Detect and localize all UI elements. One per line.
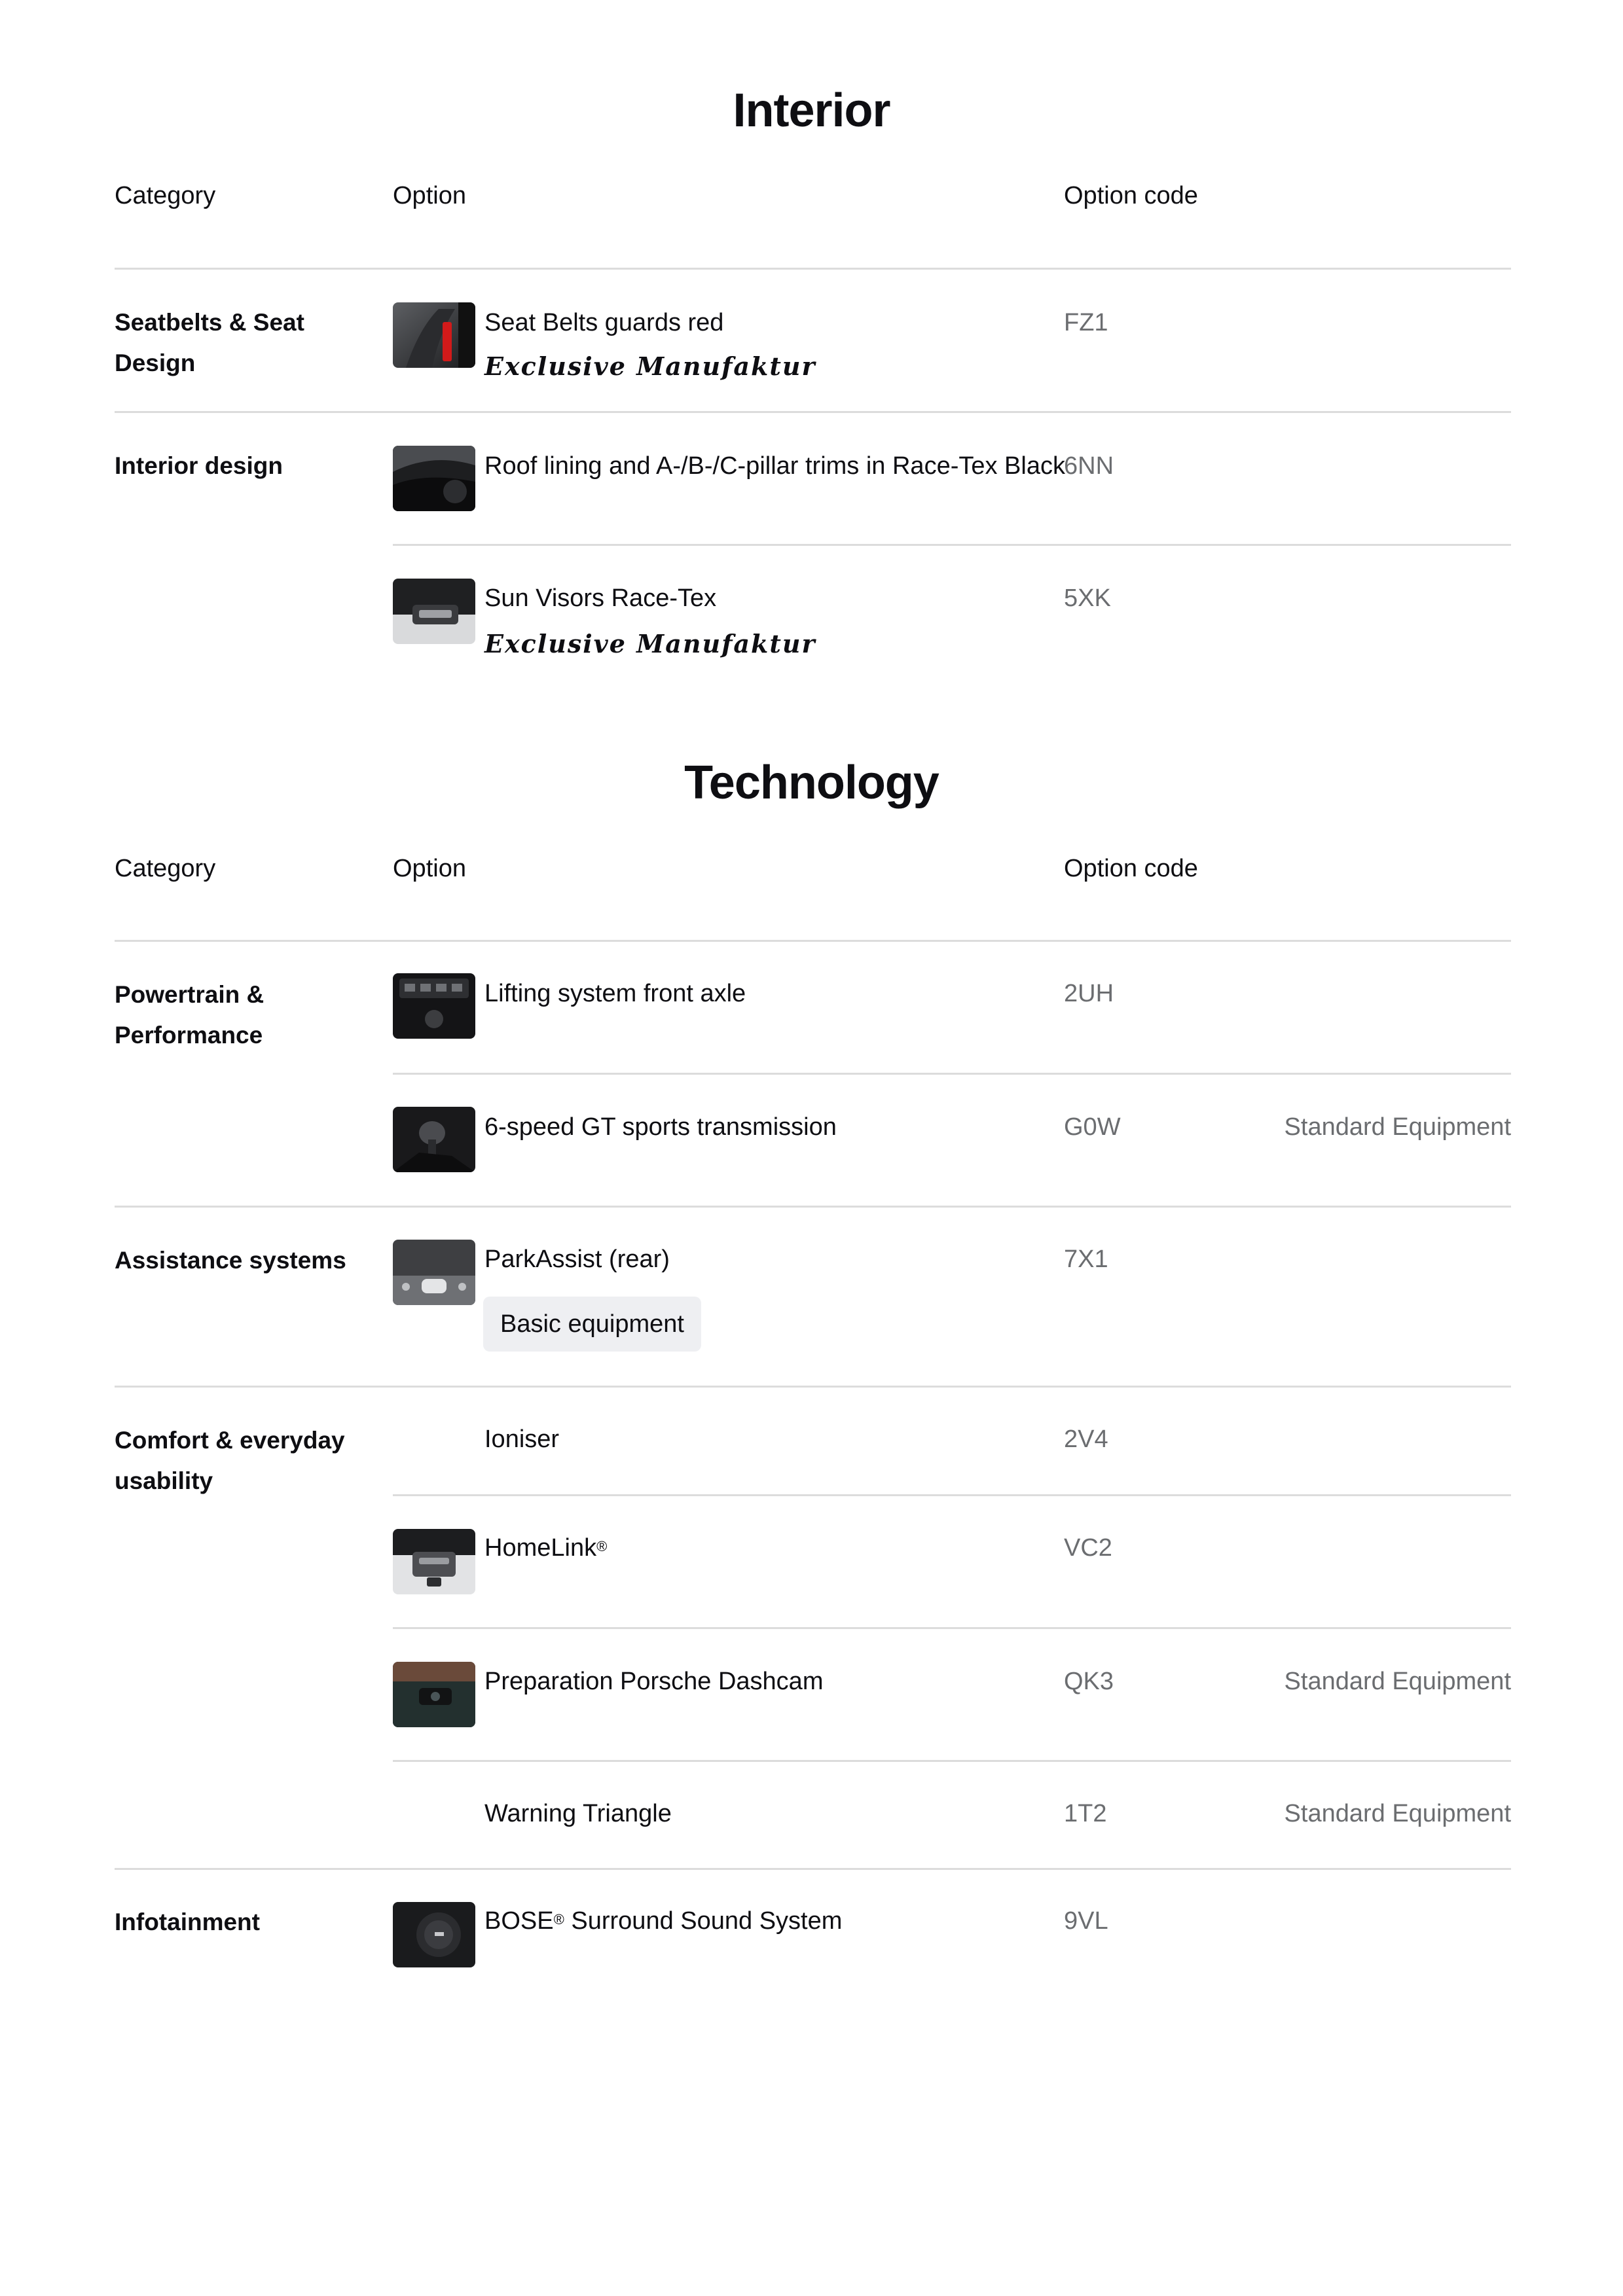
option-name: Roof lining and A-/B-/C-pillar trims in Race-Tex Black bbox=[484, 452, 1065, 480]
sun-visor-image bbox=[393, 579, 475, 644]
option-code: 7X1 bbox=[1064, 1246, 1108, 1273]
interior-header-option: Option bbox=[393, 182, 466, 209]
option-name: Warning Triangle bbox=[484, 1800, 672, 1827]
roof-lining-image bbox=[393, 446, 475, 511]
option-code: 9VL bbox=[1064, 1907, 1108, 1935]
seatbelt-image bbox=[393, 302, 475, 368]
option-name: Preparation Porsche Dashcam bbox=[484, 1668, 824, 1695]
exclusive-manufaktur-logo: Exclusive Manufaktur bbox=[484, 629, 816, 658]
status-badge: Standard Equipment bbox=[1284, 1113, 1511, 1141]
option-code: 6NN bbox=[1064, 452, 1114, 480]
option-code: 1T2 bbox=[1064, 1800, 1107, 1827]
divider bbox=[393, 1760, 1511, 1762]
lifting-system-image bbox=[393, 973, 475, 1039]
interior-title: Interior bbox=[733, 84, 890, 137]
divider bbox=[115, 1386, 1511, 1388]
status-badge: Standard Equipment bbox=[1284, 1668, 1511, 1695]
divider bbox=[393, 1494, 1511, 1496]
technology-title: Technology bbox=[684, 757, 939, 809]
category-label: Assistance systems bbox=[115, 1247, 346, 1274]
bose-image bbox=[393, 1902, 475, 1967]
option-name: Seat Belts guards red bbox=[484, 309, 724, 336]
divider bbox=[393, 1073, 1511, 1075]
homelink-image bbox=[393, 1529, 475, 1594]
option-code: QK3 bbox=[1064, 1668, 1114, 1695]
option-code: 2V4 bbox=[1064, 1426, 1108, 1453]
option-code: VC2 bbox=[1064, 1534, 1112, 1562]
option-name: BOSE® Surround Sound System bbox=[484, 1907, 843, 1935]
option-name: Lifting system front axle bbox=[484, 980, 746, 1007]
option-name: Ioniser bbox=[484, 1426, 560, 1453]
divider bbox=[393, 1627, 1511, 1629]
dashcam-image bbox=[393, 1662, 475, 1727]
status-badge: Standard Equipment bbox=[1284, 1800, 1511, 1827]
interior-header-category: Category bbox=[115, 182, 216, 209]
option-name: ParkAssist (rear) bbox=[484, 1246, 670, 1273]
divider bbox=[115, 268, 1511, 270]
option-name: 6-speed GT sports transmission bbox=[484, 1113, 837, 1141]
option-code: FZ1 bbox=[1064, 309, 1108, 336]
option-name: HomeLink® bbox=[484, 1534, 608, 1562]
basic-equipment-badge: Basic equipment bbox=[483, 1297, 701, 1352]
option-code: 5XK bbox=[1064, 584, 1111, 612]
interior-header-code: Option code bbox=[1064, 182, 1198, 209]
category-label: Comfort & everyday usability bbox=[115, 1427, 345, 1494]
technology-header-code: Option code bbox=[1064, 855, 1198, 882]
transmission-image bbox=[393, 1107, 475, 1172]
category-label: Powertrain & Performance bbox=[115, 981, 264, 1049]
option-code: 2UH bbox=[1064, 980, 1114, 1007]
technology-header-category: Category bbox=[115, 855, 216, 882]
technology-header-option: Option bbox=[393, 855, 466, 882]
category-label: Interior design bbox=[115, 452, 283, 479]
option-code: G0W bbox=[1064, 1113, 1121, 1141]
parkassist-image bbox=[393, 1240, 475, 1305]
category-label: Infotainment bbox=[115, 1909, 260, 1935]
divider bbox=[115, 1868, 1511, 1870]
divider bbox=[393, 544, 1511, 546]
option-name: Sun Visors Race-Tex bbox=[484, 584, 717, 612]
category-label: Seatbelts & Seat Design bbox=[115, 309, 304, 376]
divider bbox=[115, 411, 1511, 413]
divider bbox=[115, 940, 1511, 942]
exclusive-manufaktur-logo: Exclusive Manufaktur bbox=[484, 351, 816, 381]
divider bbox=[115, 1206, 1511, 1208]
